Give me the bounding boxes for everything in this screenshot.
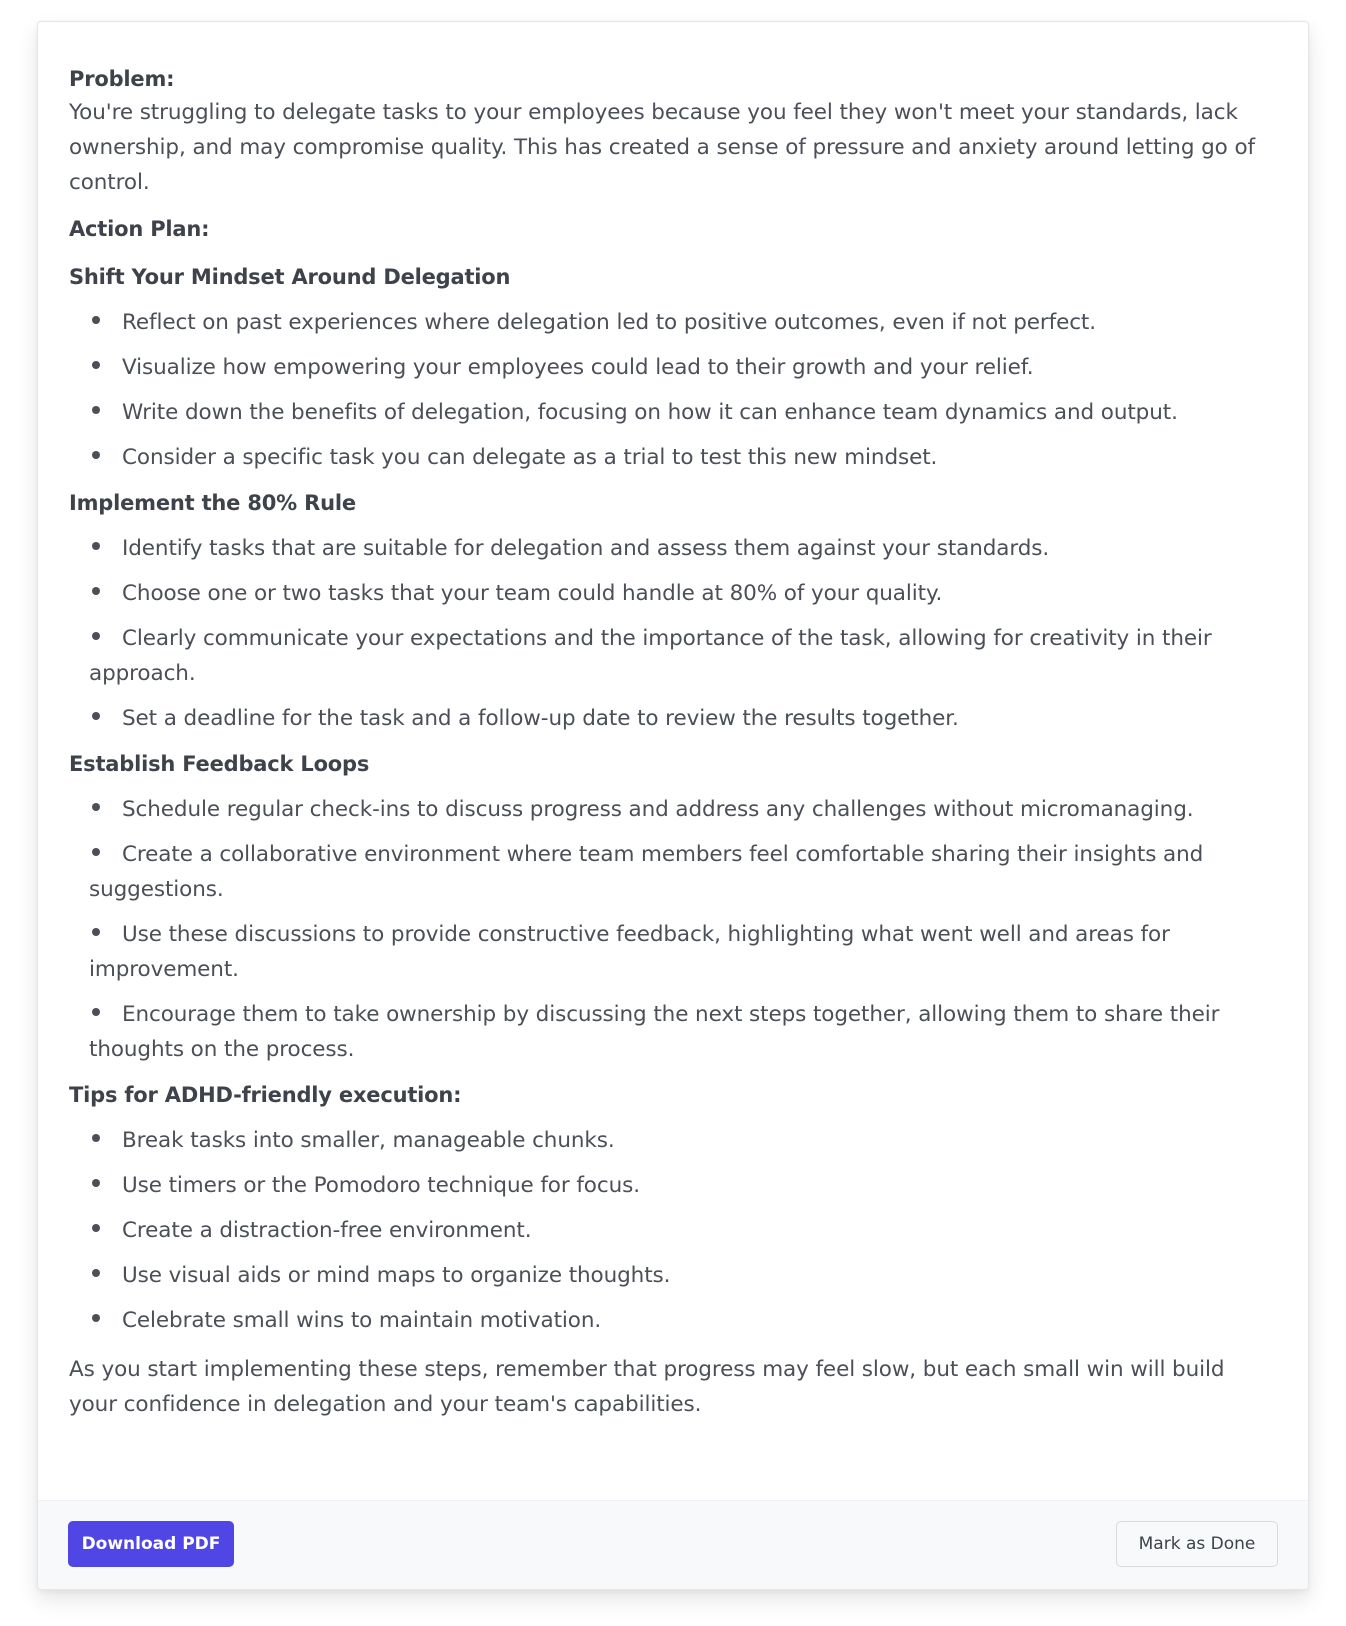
list-item: Write down the benefits of delegation, focusing on how it can enhance team dynamics and output. bbox=[89, 395, 1279, 430]
bullet-icon bbox=[92, 316, 100, 324]
list-item: Use these discussions to provide constructive feedback, highlighting what went well and areas for improvement. bbox=[89, 922, 1170, 982]
bullet-icon bbox=[92, 803, 100, 811]
problem-text: You're struggling to delegate tasks to your employees because you feel they won't meet your standards, lack ownership, and may compromise quality. This has created a sense of pressure and anxiety around letting go of control. bbox=[69, 100, 1255, 195]
list-item: Create a collaborative environment where team members feel comfortable sharing their insights and suggestions. bbox=[89, 842, 1204, 902]
list-item: Schedule regular check-ins to discuss progress and address any challenges without micromanaging. bbox=[89, 792, 1279, 827]
closing-text: As you start implementing these steps, remember that progress may feel slow, but each small win will build your confidence in delegation and your team's capabilities. bbox=[69, 1357, 1225, 1417]
section-title-mindset: Shift Your Mindset Around Delegation bbox=[69, 265, 511, 289]
bullet-icon bbox=[92, 542, 100, 550]
bullet-icon bbox=[92, 361, 100, 369]
mark-as-done-button[interactable]: Mark as Done bbox=[1116, 1521, 1278, 1567]
tips-list bbox=[69, 1123, 1279, 1338]
bullet-icon bbox=[92, 406, 100, 414]
list-item: Visualize how empowering your employees could lead to their growth and your relief. bbox=[89, 350, 1279, 385]
bullet-icon bbox=[92, 1314, 100, 1322]
bullet-icon bbox=[92, 848, 100, 856]
list-item: Create a distraction-free environment. bbox=[89, 1213, 1279, 1248]
list-item: Use timers or the Pomodoro technique for focus. bbox=[89, 1168, 1279, 1203]
bullet-icon bbox=[92, 1269, 100, 1277]
list-item: Reflect on past experiences where delegation led to positive outcomes, even if not perfect. bbox=[89, 305, 1279, 340]
card-content bbox=[69, 65, 1279, 1422]
tips-heading: Tips for ADHD-friendly execution: bbox=[69, 1083, 462, 1107]
section-title-feedback: Establish Feedback Loops bbox=[69, 752, 370, 776]
card-footer bbox=[38, 1500, 1308, 1589]
bullet-icon bbox=[92, 1134, 100, 1142]
feedback-list bbox=[69, 792, 1279, 1067]
bullet-icon bbox=[92, 451, 100, 459]
bullet-icon bbox=[92, 587, 100, 595]
mindset-list bbox=[69, 305, 1279, 475]
bullet-icon bbox=[92, 1224, 100, 1232]
list-item: Use visual aids or mind maps to organize thoughts. bbox=[89, 1258, 1279, 1293]
bullet-icon bbox=[92, 1008, 100, 1016]
list-item: Break tasks into smaller, manageable chunks. bbox=[89, 1123, 1279, 1158]
80-rule-list bbox=[69, 531, 1279, 736]
list-item: Encourage them to take ownership by discussing the next steps together, allowing them to share their thoughts on the process. bbox=[89, 1002, 1220, 1062]
list-item: Choose one or two tasks that your team could handle at 80% of your quality. bbox=[89, 576, 1279, 611]
section-title-80-rule: Implement the 80% Rule bbox=[69, 491, 356, 515]
list-item: Identify tasks that are suitable for delegation and assess them against your standards. bbox=[89, 531, 1279, 566]
bullet-icon bbox=[92, 632, 100, 640]
action-plan-heading: Action Plan: bbox=[69, 217, 210, 241]
list-item: Consider a specific task you can delegate as a trial to test this new mindset. bbox=[89, 440, 1279, 475]
bullet-icon bbox=[92, 712, 100, 720]
download-pdf-button[interactable]: Download PDF bbox=[68, 1521, 234, 1567]
problem-heading: Problem: bbox=[69, 67, 175, 91]
list-item: Celebrate small wins to maintain motivation. bbox=[89, 1303, 1279, 1338]
list-item: Clearly communicate your expectations and the importance of the task, allowing for creativity in their approach. bbox=[89, 626, 1212, 686]
list-item: Set a deadline for the task and a follow-up date to review the results together. bbox=[89, 701, 1279, 736]
action-plan-card bbox=[37, 21, 1309, 1590]
bullet-icon bbox=[92, 1179, 100, 1187]
bullet-icon bbox=[92, 928, 100, 936]
